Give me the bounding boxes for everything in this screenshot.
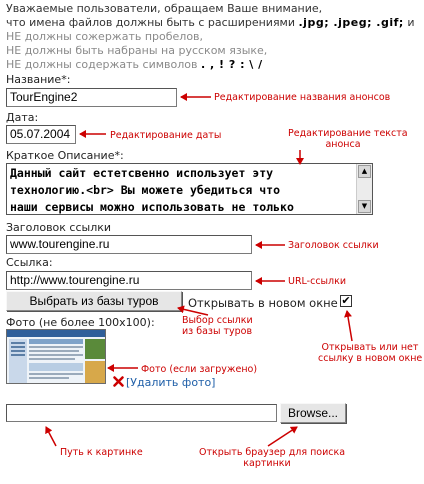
annotation-link-title: Заголовок ссылки bbox=[288, 240, 379, 251]
annotation-new-window: Открывать или нет ссылку в новом окне bbox=[318, 342, 423, 364]
checkmark-icon: ✔ bbox=[341, 294, 351, 307]
annotation-photo: Фото (если загружено) bbox=[141, 364, 258, 375]
link-title-label: Заголовок ссылки bbox=[6, 221, 112, 234]
date-label: Дата: bbox=[6, 111, 39, 124]
notice-line-1: Уважаемые пользователи, обращаем Ваше внимание, bbox=[6, 2, 323, 15]
delete-photo-link[interactable]: [Удалить фото] bbox=[126, 376, 216, 389]
arrow-down-icon[interactable]: ▼ bbox=[358, 200, 371, 213]
date-input[interactable]: 05.07.2004 bbox=[6, 125, 76, 144]
browse-button[interactable]: Browse... bbox=[280, 403, 346, 423]
photo-label: Фото (не более 100x100): bbox=[6, 316, 155, 329]
notice-line-2: что имена файлов должны быть с расширениями .jpg; .jpeg; .gif; и bbox=[6, 16, 415, 29]
arrow-new-window bbox=[347, 311, 352, 341]
arrow-path bbox=[46, 427, 56, 446]
link-title-input[interactable]: www.tourengine.ru bbox=[6, 235, 252, 254]
arrow-choose bbox=[178, 308, 208, 315]
notice-line-3: НЕ должны сожержать пробелов, bbox=[6, 30, 204, 43]
annotation-description: Редактирование текста анонса bbox=[288, 128, 408, 150]
link-input[interactable]: http://www.tourengine.ru bbox=[6, 271, 252, 290]
annotation-date: Редактирование даты bbox=[110, 130, 222, 141]
choose-from-tours-button[interactable]: Выбрать из базы туров bbox=[6, 291, 182, 311]
arrow-up-icon[interactable]: ▲ bbox=[358, 165, 371, 178]
allowed-extensions: .jpg; .jpeg; .gif; bbox=[298, 16, 404, 29]
annotation-browse: Открыть браузер для поиска картинки bbox=[199, 447, 346, 469]
arrow-browse bbox=[268, 427, 297, 446]
forbidden-symbols: . , ! ? : \ / bbox=[201, 58, 263, 71]
description-label: Краткое Описание*: bbox=[6, 149, 124, 162]
description-text: Данный сайт естетсвенно использует эту технологию.<br> Вы можете убедиться что наши сервисы можно использовать не только bbox=[10, 166, 294, 214]
annotation-path: Путь к картинке bbox=[60, 447, 143, 458]
notice-line-5: НЕ должны содержать символов . , ! ? : \ / bbox=[6, 58, 263, 71]
new-window-label: Открывать в новом окне bbox=[188, 296, 338, 310]
annotation-choose: Выбор ссылки из базы туров bbox=[182, 315, 253, 337]
link-label: Ссылка: bbox=[6, 256, 53, 269]
name-input[interactable]: TourEngine2 bbox=[6, 88, 177, 107]
annotation-name: Редактирование названия анонсов bbox=[214, 92, 391, 103]
name-label: Название*: bbox=[6, 73, 71, 86]
notice-line-4: НЕ должны быть набраны на русском языке, bbox=[6, 44, 268, 57]
annotation-link: URL-ссылки bbox=[288, 276, 347, 287]
